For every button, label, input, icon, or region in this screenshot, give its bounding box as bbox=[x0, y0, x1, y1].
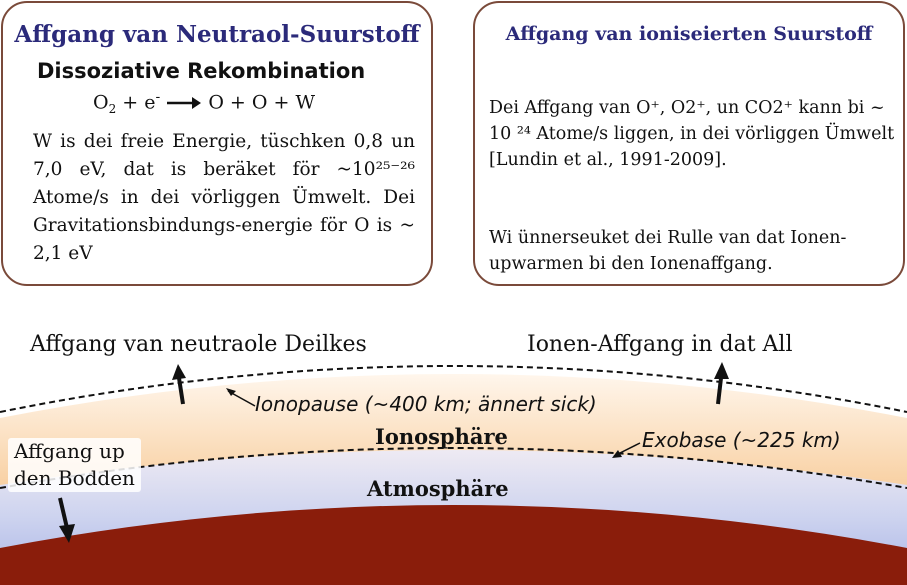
exobase-label: Exobase (~225 km) bbox=[642, 428, 841, 452]
ground-escape-line-2: den Bodden bbox=[14, 466, 135, 490]
ground-escape-line-1: Affgang up bbox=[14, 439, 125, 463]
ion-heating-text: Wi ünnerseuket dei Rulle van dat Ionen-upwarmen bi den Ionenaffgang. bbox=[489, 228, 847, 274]
ground-escape-label bbox=[8, 438, 141, 492]
neutral-oxygen-escape-box bbox=[1, 1, 433, 286]
dissociative-recombination-heading: Dissoziative Rekombination bbox=[37, 59, 366, 83]
atmosphere-label: Atmosphäre bbox=[367, 476, 509, 501]
ion-escape-rate-text: Dei Affgang van O⁺, O2⁺, un CO2⁺ kann bi ~ 10 ²⁴ Atome/s liggen, in dei vörliggen Ümwelt [Lundin et al., 1991-2009]. bbox=[489, 98, 895, 170]
equation-o2: O bbox=[93, 91, 109, 114]
equation-electron-charge: - bbox=[155, 89, 161, 105]
neutral-escape-label: Affgang van neutraole Deilkes bbox=[30, 332, 367, 357]
ionized-oxygen-escape-box bbox=[473, 1, 905, 286]
reaction-arrow-icon bbox=[166, 96, 202, 110]
equation-products: O + O + W bbox=[208, 91, 315, 114]
neutral-escape-title: Affgang van Neutraol-Suurstoff bbox=[14, 21, 420, 48]
ionosphere-label: Ionosphäre bbox=[375, 424, 508, 449]
equation-electron: + e bbox=[122, 91, 156, 114]
ionopause-label: Ionopause (~400 km; ännert sick) bbox=[255, 392, 597, 416]
atmosphere-diagram bbox=[0, 300, 907, 585]
equation-o2-subscript: 2 bbox=[108, 102, 117, 117]
ion-escape-label: Ionen-Affgang in dat All bbox=[527, 332, 793, 357]
ion-escape-title: Affgang van ioniseierten Suurstoff bbox=[505, 23, 873, 45]
recombination-equation bbox=[93, 89, 315, 116]
neutral-escape-description: W is dei freie Energie, tüschken 0,8 un 7,0 eV, dat is beräket för ~10²⁵⁻²⁶ Atome/s in dei vörliggen Ümwelt. Dei Gravitationsbindungs-energie för O is ~ 2,1 eV bbox=[33, 131, 415, 264]
